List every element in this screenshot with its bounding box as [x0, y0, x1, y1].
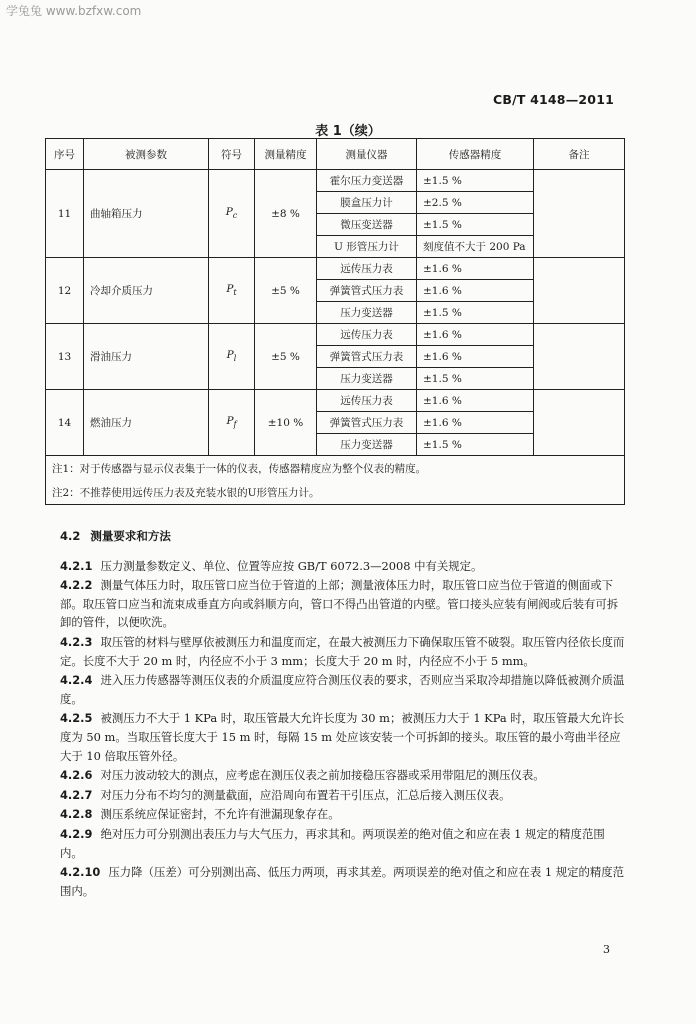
table-row [46, 258, 625, 280]
row-instrument: 微压变送器 [317, 214, 417, 236]
header-sensor-precision: 传感器精度 [417, 139, 534, 170]
row-instrument: 霍尔压力变送器 [317, 170, 417, 192]
row-instrument: 压力变送器 [317, 434, 417, 456]
row-precision: ±1.6 % [417, 324, 534, 346]
row-symbol: $P_f$ [209, 390, 255, 456]
row-param: 滑油压力 [84, 324, 209, 390]
table-row [46, 390, 625, 412]
paragraph-text: 对压力波动较大的测点，应考虑在测压仪表之前加接稳压容器或采用带阻尼的测压仪表。 [100, 768, 545, 783]
row-remark [534, 170, 625, 258]
paragraph-text: 取压管的材料与壁厚依被测压力和温度而定，在最大被测压力下确保取压管不破裂。取压管内径依长度而定。长度不大于 20 m 时，内径应不小于 3 mm；长度大于 20 m 时，内径应不小于 5 mm。 [60, 634, 625, 668]
paragraph [60, 805, 625, 824]
header-remark: 备注 [534, 139, 625, 170]
row-remark [534, 258, 625, 324]
row-param: 冷却介质压力 [84, 258, 209, 324]
paragraph [60, 557, 625, 576]
header-instrument: 测量仪器 [317, 139, 417, 170]
standard-code: CB/T 4148—2011 [492, 92, 614, 107]
row-no: 12 [46, 258, 84, 324]
paragraph-number: 4.2.6 [60, 768, 93, 783]
row-instrument: 压力变送器 [317, 368, 417, 390]
row-accuracy: ±8 % [255, 170, 317, 258]
header-param: 被测参数 [84, 139, 209, 170]
row-precision: ±1.6 % [417, 390, 534, 412]
section-number: 4.2 [60, 529, 81, 543]
table-note-row [46, 456, 625, 481]
row-symbol: $P_t$ [209, 258, 255, 324]
row-param: 燃油压力 [84, 390, 209, 456]
row-accuracy: ±5 % [255, 258, 317, 324]
row-precision: ±1.6 % [417, 258, 534, 280]
row-remark [534, 390, 625, 456]
paragraph [60, 863, 625, 900]
row-instrument: 弹簧管式压力表 [317, 280, 417, 302]
row-instrument: 压力变送器 [317, 302, 417, 324]
paragraph [60, 766, 625, 785]
paragraph-number: 4.2.5 [60, 711, 93, 726]
paragraph [60, 576, 625, 632]
row-precision: ±1.5 % [417, 214, 534, 236]
paragraph [60, 825, 625, 862]
header-no: 序号 [46, 139, 84, 170]
paragraph-number: 4.2.10 [60, 865, 101, 880]
row-instrument: 弹簧管式压力表 [317, 346, 417, 368]
paragraph-text: 压力测量参数定义、单位、位置等应按 GB/T 6072.3—2008 中有关规定。 [100, 558, 483, 573]
row-precision: 刻度值不大于 200 Pa [417, 236, 534, 258]
paragraph-number: 4.2.7 [60, 787, 93, 802]
row-accuracy: ±5 % [255, 324, 317, 390]
paragraph [60, 786, 625, 805]
row-precision: ±1.5 % [417, 170, 534, 192]
table-header-row [46, 139, 625, 170]
row-precision: ±1.5 % [417, 302, 534, 324]
row-symbol: $P_c$ [209, 170, 255, 258]
row-symbol: $P_l$ [209, 324, 255, 390]
table-note-1: 注1：对于传感器与显示仪表集于一体的仪表，传感器精度应为整个仪表的精度。 [46, 456, 625, 481]
row-precision: ±1.6 % [417, 280, 534, 302]
paragraph [60, 709, 625, 765]
row-instrument: 膜盒压力计 [317, 192, 417, 214]
paragraph [60, 633, 625, 670]
paragraph [60, 671, 625, 708]
row-remark [534, 324, 625, 390]
paragraph-text: 测压系统应保证密封，不允许有泄漏现象存在。 [100, 807, 340, 822]
page-number: 3 [603, 943, 610, 956]
table-row [46, 324, 625, 346]
paragraph-text: 测量气体压力时，取压管口应当位于管道的上部；测量液体压力时，取压管口应当位于管道的侧面或下部。取压管口应当和流束成垂直方向或斜顺方向，管口不得凸出管道的内壁。管口接头应装有闸阀或后装有可拆卸的管件，以便吹洗。 [60, 578, 619, 630]
row-instrument: 远传压力表 [317, 324, 417, 346]
paragraph-text: 被测压力不大于 1 KPa 时，取压管最大允许长度为 30 m；被测压力大于 1 KPa 时，取压管最大允许长度为 50 m。当取压管长度大于 15 m 时，每隔 15 m 处应该安装一个可拆卸的接头。取压管的最小弯曲半径应大于 10 倍取压管外径。 [60, 711, 625, 763]
table-title: 表 1（续） [315, 124, 381, 139]
paragraph-number: 4.2.9 [60, 826, 93, 841]
watermark: 学兔兔 www.bzfxw.com [6, 4, 142, 18]
row-accuracy: ±10 % [255, 390, 317, 456]
paragraph-number: 4.2.1 [60, 558, 93, 573]
paragraph-text: 压力降（压差）可分别测出高、低压力两项，再求其差。两项误差的绝对值之和应在表 1 规定的精度范围内。 [60, 865, 625, 898]
paragraph-number: 4.2.3 [60, 634, 93, 649]
row-instrument: U 形管压力计 [317, 236, 417, 258]
paragraph-number: 4.2.4 [60, 673, 93, 688]
row-instrument: 弹簧管式压力表 [317, 412, 417, 434]
row-precision: ±1.5 % [417, 368, 534, 390]
row-precision: ±2.5 % [417, 192, 534, 214]
paragraph-text: 对压力分布不均匀的测量截面，应沿周向布置若干引压点，汇总后接入测压仪表。 [100, 787, 511, 802]
paragraph-text: 绝对压力可分别测出表压力与大气压力，再求其和。两项误差的绝对值之和应在表 1 规定的精度范围内。 [60, 826, 605, 860]
header-accuracy: 测量精度 [255, 139, 317, 170]
row-no: 13 [46, 324, 84, 390]
section-title: 测量要求和方法 [90, 529, 171, 543]
header-symbol: 符号 [209, 139, 255, 170]
pressure-instrument-table [45, 138, 625, 505]
section-heading [60, 527, 625, 546]
row-precision: ±1.6 % [417, 412, 534, 434]
paragraph-number: 4.2.8 [60, 807, 93, 822]
row-no: 11 [46, 170, 84, 258]
table-note-row [46, 480, 625, 505]
table-row [46, 170, 625, 192]
paragraph-text: 进入压力传感器等测压仪表的介质温度应符合测压仪表的要求，否则应当采取冷却措施以降低被测介质温度。 [60, 673, 625, 706]
paragraph-number: 4.2.2 [60, 578, 93, 593]
section-body [60, 527, 625, 901]
row-param: 曲轴箱压力 [84, 170, 209, 258]
row-instrument: 远传压力表 [317, 390, 417, 412]
table-note-2: 注2：不推荐使用远传压力表及充装水银的U形管压力计。 [46, 480, 625, 505]
row-precision: ±1.6 % [417, 346, 534, 368]
row-precision: ±1.5 % [417, 434, 534, 456]
row-no: 14 [46, 390, 84, 456]
row-instrument: 远传压力表 [317, 258, 417, 280]
